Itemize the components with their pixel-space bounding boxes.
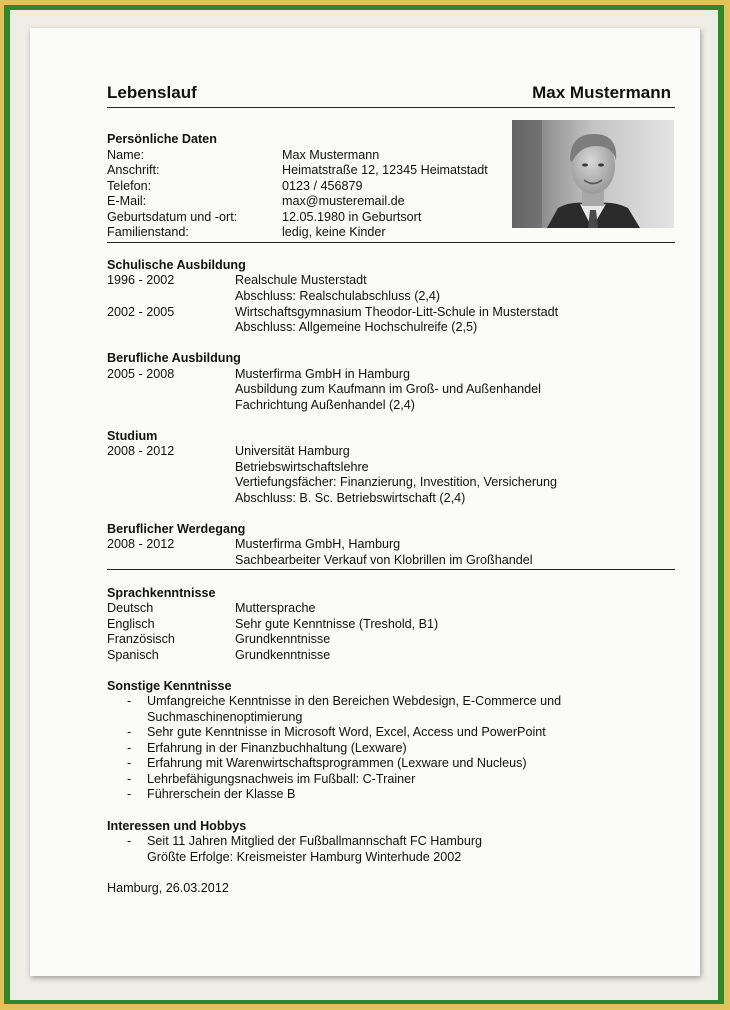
bullet-dash: -: [127, 725, 132, 739]
study-line: Vertiefungsfächer: Finanzierung, Investition, Versicherung: [235, 475, 558, 489]
section-heading-study: Studium: [107, 429, 158, 443]
skill-item: Umfangreiche Kenntnisse in den Bereichen Webdesign, E-Commerce und: [147, 694, 562, 708]
portrait-illustration: [512, 120, 674, 228]
personal-label-email: E-Mail:: [107, 194, 147, 208]
school-period-1: 1996 - 2002: [107, 273, 175, 287]
skill-item: Erfahrung in der Finanzbuchhaltung (Lexware): [147, 741, 407, 755]
hobby-item: Größte Erfolge: Kreismeister Hamburg Winterhude 2002: [147, 850, 462, 864]
personal-label-name: Name:: [107, 148, 145, 162]
profile-photo: [512, 120, 674, 228]
vocational-line: Musterfirma GmbH in Hamburg: [235, 367, 410, 381]
school-period-2: 2002 - 2005: [107, 305, 175, 319]
section-heading-personal: Persönliche Daten: [107, 132, 217, 146]
bullet-dash: -: [127, 772, 132, 786]
school-line: Abschluss: Allgemeine Hochschulreife (2,5): [235, 320, 478, 334]
personal-value-birth: 12.05.1980 in Geburtsort: [282, 210, 422, 224]
study-line: Betriebswirtschaftslehre: [235, 460, 369, 474]
section-heading-hobbies: Interessen und Hobbys: [107, 819, 247, 833]
bullet-dash: -: [127, 756, 132, 770]
personal-value-name: Max Mustermann: [282, 148, 380, 162]
study-line: Universität Hamburg: [235, 444, 350, 458]
language-level: Grundkenntnisse: [235, 632, 331, 646]
personal-label-birth: Geburtsdatum und -ort:: [107, 210, 238, 224]
school-line: Abschluss: Realschulabschluss (2,4): [235, 289, 441, 303]
vocational-period: 2005 - 2008: [107, 367, 175, 381]
personal-label-status: Familienstand:: [107, 225, 189, 239]
language-level: Grundkenntnisse: [235, 648, 331, 662]
skill-item: Lehrbefähigungsnachweis im Fußball: C-Trainer: [147, 772, 416, 786]
bullet-dash: -: [127, 834, 132, 848]
study-period: 2008 - 2012: [107, 444, 175, 458]
personal-value-address: Heimatstraße 12, 12345 Heimatstadt: [282, 163, 488, 177]
personal-label-address: Anschrift:: [107, 163, 160, 177]
vocational-line: Ausbildung zum Kaufmann im Groß- und Außenhandel: [235, 382, 541, 396]
career-line: Musterfirma GmbH, Hamburg: [235, 537, 401, 551]
language-level: Muttersprache: [235, 601, 316, 615]
skill-item: Suchmaschinenoptimierung: [147, 710, 303, 724]
personal-divider: [107, 242, 675, 243]
personal-label-phone: Telefon:: [107, 179, 152, 193]
language-name: Deutsch: [107, 601, 154, 615]
hobby-item: Seit 11 Jahren Mitglied der Fußballmannschaft FC Hamburg: [147, 834, 483, 848]
school-line: Wirtschaftsgymnasium Theodor-Litt-Schule in Musterstadt: [235, 305, 559, 319]
personal-value-phone: 0123 / 456879: [282, 179, 363, 193]
personal-value-email: max@musteremail.de: [282, 194, 405, 208]
language-name: Spanisch: [107, 648, 159, 662]
header-name: Max Mustermann: [532, 83, 671, 102]
section-heading-languages: Sprachkenntnisse: [107, 586, 216, 600]
language-name: Französisch: [107, 632, 175, 646]
vocational-line: Fachrichtung Außenhandel (2,4): [235, 398, 415, 412]
cv-page: [30, 28, 700, 976]
career-period: 2008 - 2012: [107, 537, 175, 551]
school-line: Realschule Musterstadt: [235, 273, 367, 287]
page-title: Lebenslauf: [107, 83, 197, 102]
skill-item: Erfahrung mit Warenwirtschaftsprogrammen (Lexware und Nucleus): [147, 756, 527, 770]
career-line: Sachbearbeiter Verkauf von Klobrillen im Großhandel: [235, 553, 533, 567]
section-heading-vocational: Berufliche Ausbildung: [107, 351, 241, 365]
personal-value-status: ledig, keine Kinder: [282, 225, 386, 239]
header-divider: [107, 107, 675, 108]
bullet-dash: -: [127, 741, 132, 755]
language-name: Englisch: [107, 617, 155, 631]
skill-item: Führerschein der Klasse B: [147, 787, 296, 801]
section-heading-skills: Sonstige Kenntnisse: [107, 679, 232, 693]
study-line: Abschluss: B. Sc. Betriebswirtschaft (2,4): [235, 491, 466, 505]
bullet-dash: -: [127, 787, 132, 801]
language-level: Sehr gute Kenntnisse (Treshold, B1): [235, 617, 439, 631]
skill-item: Sehr gute Kenntnisse in Microsoft Word, Excel, Access und PowerPoint: [147, 725, 546, 739]
place-date: Hamburg, 26.03.2012: [107, 881, 229, 895]
section-heading-career: Beruflicher Werdegang: [107, 522, 246, 536]
section-heading-school: Schulische Ausbildung: [107, 258, 246, 272]
bullet-dash: -: [127, 694, 132, 708]
career-divider: [107, 569, 675, 570]
